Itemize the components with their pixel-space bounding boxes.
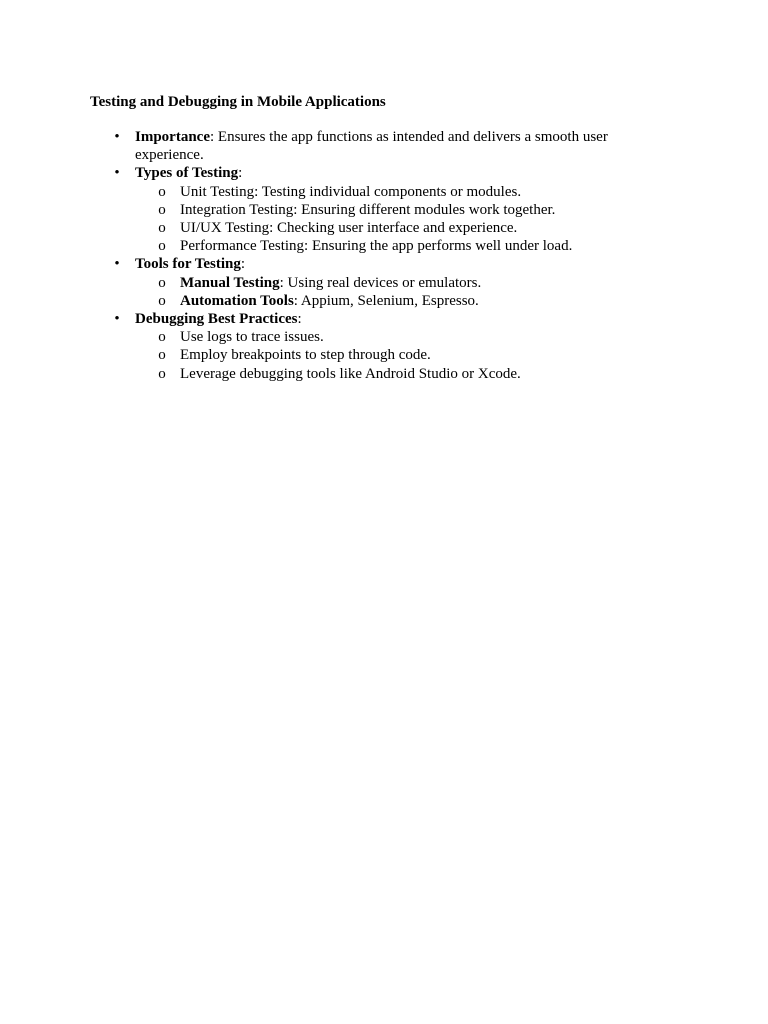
- circle-bullet-icon: o: [158, 365, 166, 382]
- sub-item-text: Leverage debugging tools like Android Studio or Xcode.: [180, 365, 521, 382]
- sub-item-text: UI/UX Testing: Checking user interface and experience.: [180, 220, 518, 237]
- circle-bullet-icon: o: [158, 329, 166, 346]
- sub-item-text: : Appium, Selenium, Espresso.: [293, 292, 479, 309]
- circle-bullet-icon: o: [158, 347, 166, 364]
- sub-item-text: Employ breakpoints to step through code.: [180, 347, 431, 364]
- sub-item-text: Performance Testing: Ensuring the app performs well under load.: [180, 238, 573, 255]
- sub-item: [0, 328, 640, 346]
- sub-item: [0, 201, 640, 219]
- sub-item: [0, 346, 640, 364]
- circle-bullet-icon: o: [158, 201, 166, 218]
- sub-item: [0, 365, 640, 383]
- bullet-icon: •: [114, 256, 120, 273]
- list-item-tools-for-testing: [0, 255, 615, 273]
- list-item-importance: [0, 128, 615, 164]
- sub-item: [0, 219, 640, 237]
- sub-item: [0, 183, 640, 201]
- sub-item-text: Unit Testing: Testing individual components or modules.: [180, 183, 522, 200]
- item-text: : Ensures the app functions as intended and delivers a smooth user experience.: [135, 129, 608, 164]
- sub-item-text: Use logs to trace issues.: [180, 329, 324, 346]
- item-text: :: [297, 311, 302, 328]
- sub-item-term: Manual Testing: [180, 274, 280, 291]
- circle-bullet-icon: o: [158, 238, 166, 255]
- circle-bullet-icon: o: [158, 274, 166, 291]
- bullet-list: [0, 128, 768, 383]
- bullet-icon: •: [114, 311, 120, 328]
- item-text: :: [240, 256, 246, 273]
- sub-item-text: : Using real devices or emulators.: [279, 274, 482, 291]
- sub-item: [0, 237, 640, 255]
- sub-item-term: Automation Tools: [180, 292, 294, 309]
- item-term: Tools for Testing: [135, 256, 241, 273]
- bullet-icon: •: [114, 129, 120, 145]
- circle-bullet-icon: o: [158, 292, 166, 309]
- item-term: Importance: [135, 129, 210, 145]
- sub-item-text: Integration Testing: Ensuring different modules work together.: [180, 201, 556, 218]
- circle-bullet-icon: o: [158, 183, 166, 200]
- item-term: Debugging Best Practices: [135, 311, 298, 328]
- item-text: :: [238, 165, 243, 182]
- sub-item: [0, 292, 640, 310]
- list-item-types-of-testing: [0, 164, 615, 182]
- document-heading: Testing and Debugging in Mobile Applications: [90, 94, 386, 110]
- list-item-debugging-best-practices: [0, 310, 615, 328]
- circle-bullet-icon: o: [158, 220, 166, 237]
- sub-item: [0, 274, 640, 292]
- item-term: Types of Testing: [135, 165, 239, 182]
- bullet-icon: •: [114, 165, 120, 182]
